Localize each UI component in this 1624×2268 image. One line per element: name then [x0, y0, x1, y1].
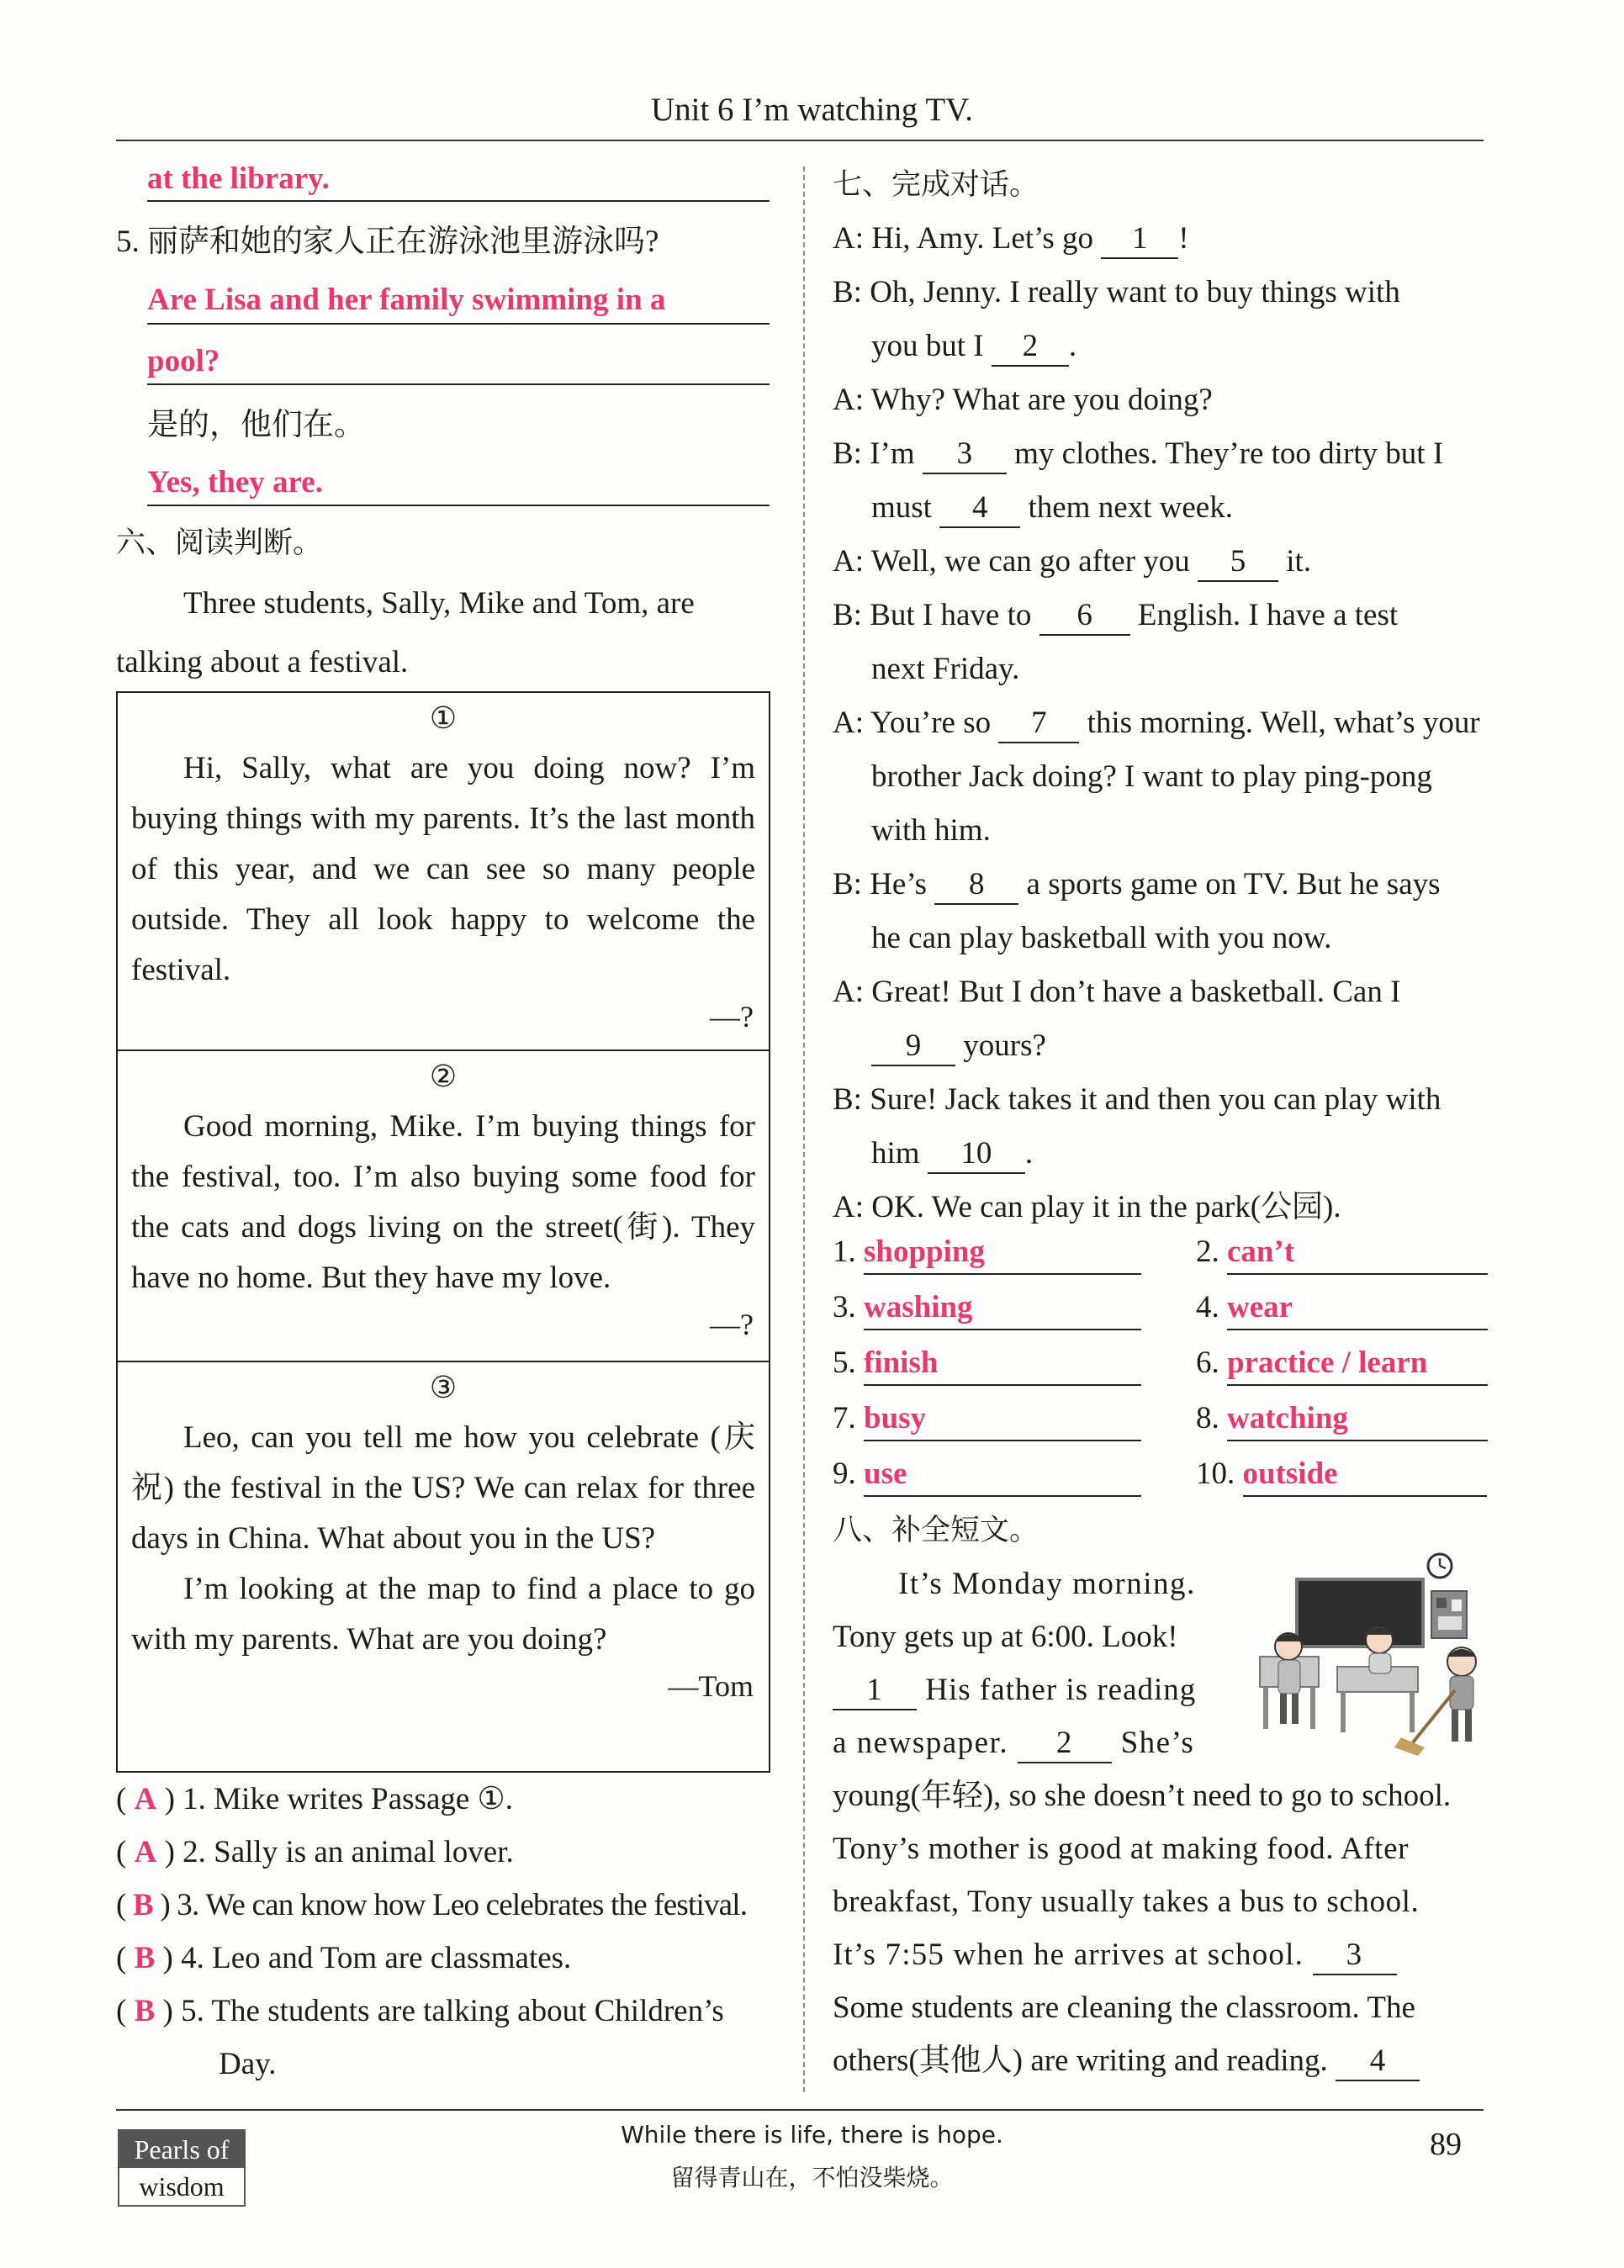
passage-text-2: Good morning, Mike. I’m buying things for the festival, too. I’m also buying some food for the cats and dogs living on the street(街). They have no home. But they have my love. — [131, 1109, 755, 1295]
judge-text-3: 3. We can know how Leo celebrates the festival. — [177, 1888, 748, 1922]
section8-title: 八、补全短文。 — [833, 1514, 1039, 1547]
dialogue-line-3: you but I — [871, 329, 984, 363]
answer-num-7: 7. — [833, 1401, 856, 1435]
running-header: Unit 6 I’m watching TV. — [650, 92, 974, 128]
dialogue-line-8-end: English. I have a test — [1137, 598, 1399, 632]
answer-num-2: 2. — [1196, 1234, 1219, 1269]
answer-7 — [833, 1398, 1141, 1441]
s8-line-5: young(年轻), so she doesn’t need to go to school. — [833, 1779, 1452, 1813]
s8-line-4-text: a newspaper. — [833, 1726, 1009, 1760]
badge-bottom: wisdom — [139, 2171, 225, 2202]
dialogue-line-5-end: my clothes. They’re too dirty but I — [1014, 436, 1444, 471]
dialogue-line-18-end: . — [1024, 1136, 1034, 1171]
dialogue-line-13-end: a sports game on TV. But he says — [1026, 867, 1441, 901]
dialogue-line-13: B: He’s — [833, 867, 928, 901]
q5-reply-prompt: 是的，他们在。 — [147, 408, 365, 442]
answer-text-7: busy — [864, 1398, 1141, 1441]
answer-num-1: 1. — [833, 1234, 856, 1269]
passage-box-1 — [116, 691, 770, 1051]
passage-text-3b: I’m looking at the map to find a place to go with my parents. What are you doing? — [131, 1572, 755, 1657]
answer-1 — [833, 1231, 1144, 1275]
s8-line-10-text: others(其他人) are writing and reading. — [833, 2043, 1328, 2078]
s8-blank-2: 2 — [1018, 1725, 1112, 1763]
answer-4 — [1196, 1287, 1488, 1330]
dialogue-line-6-end: them next week. — [1028, 490, 1233, 525]
motto-chinese: 留得青山在，不怕没柴烧。 — [670, 2164, 954, 2191]
judge-text-4: 4. Leo and Tom are classmates. — [181, 1941, 572, 1975]
s8-line-3-text: His father is reading — [925, 1673, 1197, 1707]
section6-intro-1: Three students, Sally, Mike and Tom, are — [183, 586, 695, 621]
answer-2 — [1196, 1231, 1488, 1275]
judge-question-2: ( A ) 2. Sally is an animal lover. — [116, 1835, 514, 1869]
blank-8: 8 — [934, 866, 1018, 905]
student-middle — [1366, 1626, 1393, 1673]
judge-question-5: ( B ) 5. The students are talking about Children’s — [116, 1994, 724, 2028]
answer-text-10: outside — [1243, 1453, 1487, 1497]
s8-line-8-text: It’s 7:55 when he arrives at school. — [833, 1938, 1304, 1972]
blank-9: 9 — [871, 1028, 955, 1066]
s8-blank-4: 4 — [1336, 2043, 1420, 2081]
passage-box-2 — [116, 1049, 770, 1362]
answer-text-4: wear — [1227, 1287, 1488, 1330]
dialogue-line-19: A: OK. We can play it in the park(公园). — [833, 1190, 1341, 1224]
answer-text-3: washing — [864, 1287, 1141, 1330]
blank-10: 10 — [928, 1135, 1025, 1174]
q5-answer-2: pool? — [147, 344, 220, 378]
dialogue-line-8: B: But I have to — [833, 598, 1032, 632]
dialogue-line-14: he can play basketball with you now. — [871, 921, 1332, 955]
judge-question-5-cont: Day. — [219, 2047, 277, 2081]
judge-text-1: 1. Mike writes Passage ①. — [183, 1782, 513, 1816]
answer-8 — [1196, 1398, 1488, 1441]
judge-question-4: ( B ) 4. Leo and Tom are classmates. — [116, 1941, 572, 1975]
judge-question-1: ( A ) 1. Mike writes Passage ①. — [116, 1782, 513, 1816]
answer-5 — [833, 1342, 1141, 1386]
answer-num-8: 8. — [1196, 1401, 1219, 1435]
passage-box-3 — [116, 1361, 770, 1773]
dialogue-line-18: him — [871, 1136, 920, 1171]
dialogue-line-2: B: Oh, Jenny. I really want to buy things with — [833, 275, 1400, 309]
section6-title: 六、阅读判断。 — [116, 526, 323, 560]
student-left — [1275, 1633, 1302, 1724]
blank-6: 6 — [1039, 597, 1130, 636]
dialogue-line-7-end: it. — [1286, 544, 1312, 579]
s8-line-9: Some students are cleaning the classroom. The — [833, 1990, 1415, 2025]
badge-top: Pearls of — [119, 2131, 244, 2168]
answer-text-8: watching — [1227, 1398, 1488, 1441]
passage-number-3: ③ — [429, 1371, 458, 1404]
answer-num-5: 5. — [833, 1345, 856, 1380]
broom — [1413, 1690, 1455, 1742]
dialogue-line-1-end: ! — [1178, 221, 1189, 256]
judge-answer-4: B — [134, 1941, 156, 1975]
judge-answer-1: A — [134, 1782, 157, 1816]
blank-5: 5 — [1198, 543, 1278, 582]
judge-text-2: 2. Sally is an animal lover. — [183, 1835, 514, 1869]
answer-text-6: practice / learn — [1227, 1342, 1488, 1386]
blank-3: 3 — [923, 436, 1007, 474]
answer-num-6: 6. — [1196, 1345, 1219, 1380]
judge-answer-2: A — [134, 1835, 157, 1869]
judge-answer-5: B — [134, 1994, 156, 2028]
dialogue-line-12: with him. — [871, 813, 991, 848]
answer-6 — [1196, 1342, 1488, 1386]
q5-reply-answer: Yes, they are. — [147, 465, 323, 500]
dialogue-line-6: must — [871, 490, 932, 525]
footer-rule — [116, 2109, 1484, 2111]
dialogue-line-9: next Friday. — [871, 652, 1020, 686]
blank-1: 1 — [1101, 220, 1178, 259]
dialogue-line-3-end: . — [1068, 329, 1077, 363]
answer-num-3: 3. — [833, 1290, 856, 1324]
judge-question-3: ( B ) 3. We can know how Leo celebrates the festival. — [116, 1888, 748, 1922]
passage-text-1: Hi, Sally, what are you doing now? I’m buying things with my parents. It’s the last month of this year, and we can see so many people outside. They all look happy to welcome the festival. — [131, 751, 755, 987]
answer-text-1: shopping — [864, 1231, 1141, 1275]
answer-text-5: finish — [864, 1342, 1141, 1386]
motto-english: While there is life, there is hope. — [621, 2121, 1003, 2149]
s8-line-7: breakfast, Tony usually takes a bus to school. — [833, 1885, 1420, 1919]
dialogue-line-4: A: Why? What are you doing? — [833, 383, 1213, 417]
dialogue-line-16: yours? — [963, 1028, 1046, 1063]
s8-line-8 — [833, 1928, 1397, 1982]
clock-icon — [1428, 1554, 1452, 1578]
q5-answer-line-2 — [147, 340, 770, 385]
dialogue-line-5: B: I’m — [833, 436, 915, 471]
student-sweeping — [1394, 1647, 1476, 1756]
s8-line-6: Tony’s mother is good at making food. After — [833, 1832, 1410, 1866]
s8-line-10 — [833, 2034, 1420, 2088]
dialogue-line-10-end: this morning. Well, what’s your — [1087, 706, 1480, 740]
s8-blank-3: 3 — [1313, 1937, 1397, 1975]
blackboard — [1297, 1579, 1423, 1647]
q5-prompt: 5. 丽萨和她的家人正在游泳池里游泳吗? — [116, 225, 659, 259]
dialogue — [833, 212, 1497, 1234]
page-number: 89 — [1430, 2127, 1462, 2162]
dialogue-line-10: A: You’re so — [833, 706, 992, 740]
dialogue-line-17: B: Sure! Jack takes it and then you can play with — [833, 1082, 1441, 1117]
q4-answer: at the library. — [147, 161, 330, 196]
section7-title: 七、完成对话。 — [833, 168, 1039, 202]
q5-answer-line-1 — [147, 278, 770, 325]
s8-line-2: Tony gets up at 6:00. Look! — [833, 1620, 1178, 1654]
answer-10 — [1196, 1453, 1487, 1497]
passage-number-1: ① — [429, 701, 458, 735]
answer-text-2: can’t — [1227, 1231, 1488, 1275]
judge-answer-3: B — [132, 1888, 153, 1922]
q5-reply-line — [147, 461, 770, 506]
passage-text-3: Leo, can you tell me how you celebrate (庆祝) the festival in the US? We can relax for three days in China. What about you in the US? — [131, 1420, 755, 1556]
answer-num-10: 10. — [1196, 1456, 1235, 1491]
passage-signature-3: —Tom — [668, 1669, 754, 1703]
column-separator — [803, 167, 805, 2092]
dialogue-line-15: A: Great! But I don’t have a basketball. Can I — [833, 975, 1401, 1009]
s8-line-4 — [833, 1716, 1194, 1770]
answer-text-9: use — [864, 1453, 1141, 1497]
dialogue-line-7: A: Well, we can go after you — [833, 544, 1190, 579]
answer-3 — [833, 1287, 1141, 1330]
passage-signature-1: —? — [710, 1000, 754, 1034]
q5-answer-1: Are Lisa and her family swimming in a — [147, 283, 666, 317]
dialogue-line-11: brother Jack doing? I want to play ping-pong — [871, 759, 1432, 794]
blank-2: 2 — [992, 328, 1069, 367]
q4-answer-line — [147, 158, 770, 202]
answer-9 — [833, 1453, 1141, 1497]
passage-signature-2: —? — [710, 1308, 754, 1341]
s8-line-3 — [833, 1663, 1196, 1717]
dialogue-line-1: A: Hi, Amy. Let’s go — [833, 221, 1094, 256]
classroom-illustration — [1253, 1547, 1497, 1766]
blank-4: 4 — [939, 489, 1020, 528]
blank-7: 7 — [998, 705, 1079, 743]
section6-intro-2: talking about a festival. — [116, 645, 409, 679]
passage-number-2: ② — [429, 1060, 458, 1093]
judge-text-5: 5. The students are talking about Children’s — [181, 1994, 724, 2028]
s8-blank-1: 1 — [833, 1672, 917, 1710]
header-rule — [116, 140, 1484, 141]
answer-num-4: 4. — [1196, 1290, 1219, 1324]
answer-num-9: 9. — [833, 1456, 856, 1491]
s8-line-4-end: She’s — [1120, 1726, 1195, 1760]
s8-line-1: It’s Monday morning. — [898, 1567, 1196, 1601]
